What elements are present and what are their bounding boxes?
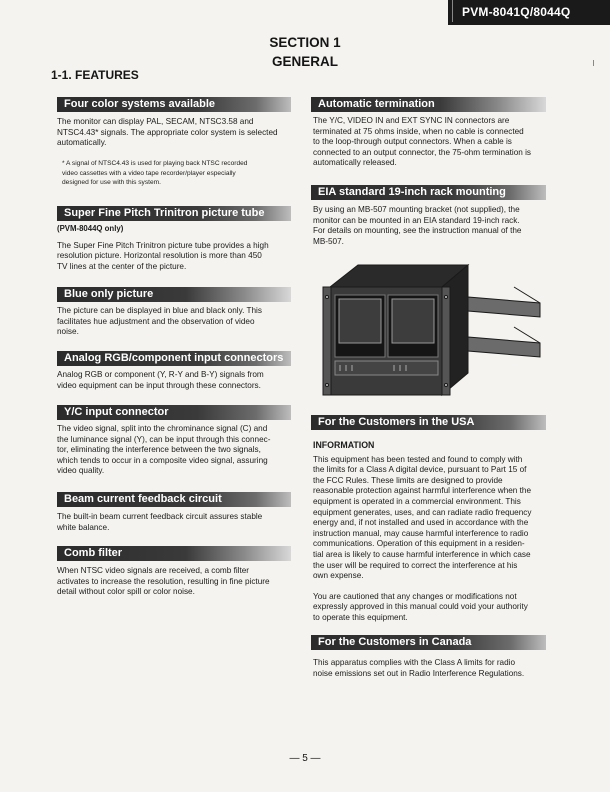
model-note: (PVM-8044Q only) <box>57 224 124 233</box>
text-line: to operate this equipment. <box>313 612 408 622</box>
text-line: For details on mounting, see the instruction manual of the <box>313 226 522 236</box>
text-line: TV lines at the center of the picture. <box>57 261 187 271</box>
text-line: noise emissions set out in Radio Interference Regulations. <box>313 668 525 678</box>
para-four-color-systems <box>57 117 297 149</box>
para-customers-canada <box>313 658 553 679</box>
text-line: equipment generates, uses, and can radiate radio frequency <box>313 507 532 517</box>
text-line: This apparatus complies with the Class A limits for radio <box>313 658 516 667</box>
text-line: The built-in beam current feedback circuit assures stable <box>57 512 263 521</box>
para-trinitron-tube <box>57 224 297 272</box>
model-number-tab: PVM-8041Q/8044Q <box>448 0 610 25</box>
text-line: automatically. <box>57 138 107 148</box>
heading-four-color-systems: Four color systems available <box>57 97 291 112</box>
text-line: to the loop-through output connectors. When a cable is <box>313 137 512 147</box>
text-line: the luminance signal (Y), can be input through this connec- <box>57 434 271 444</box>
text-line: noise. <box>57 327 79 337</box>
text-line: detail without color spill or color noise. <box>57 587 195 597</box>
text-line: This equipment has been tested and found to comply with <box>313 454 523 464</box>
text-line: Analog RGB or component (Y, R-Y and B-Y) signals from <box>57 370 264 379</box>
features-heading: 1-1. FEATURES <box>51 68 139 82</box>
text-line: video equipment can be input through these connectors. <box>57 380 261 390</box>
text-line: activates to increase the resolution, resulting in fine picture <box>57 576 270 586</box>
para-auto-termination <box>313 116 553 169</box>
text-line: video cassettes with a video tape recorder/player especially <box>62 169 236 177</box>
text-line: When NTSC video signals are received, a comb filter <box>57 566 250 575</box>
heading-beam-current: Beam current feedback circuit <box>57 492 291 507</box>
heading-yc-input: Y/C input connector <box>57 405 291 420</box>
heading-analog-rgb: Analog RGB/component input connectors <box>57 351 291 366</box>
text-line: automatically released. <box>313 158 397 168</box>
para-analog-rgb <box>57 370 297 391</box>
text-line: the user will be required to correct the interference at his <box>313 560 518 570</box>
section-title <box>0 33 610 71</box>
text-line: own expense. <box>313 571 364 581</box>
text-line: resolution picture. Horizontal resolution is more than 450 <box>57 251 262 261</box>
text-line: By using an MB-507 mounting bracket (not supplied), the <box>313 205 520 214</box>
para-yc-input <box>57 424 297 477</box>
para-customers-usa <box>313 440 553 624</box>
text-line: The monitor can display PAL, SECAM, NTSC3.58 and <box>57 117 254 126</box>
heading-trinitron-tube: Super Fine Pitch Trinitron picture tube <box>57 206 291 221</box>
text-line: designed for use with this system. <box>62 179 161 186</box>
text-line: video quality. <box>57 466 105 476</box>
text-line: NTSC4.43* signals. The appropriate color system is selected <box>57 127 278 137</box>
para-comb-filter <box>57 566 297 598</box>
heading-auto-termination: Automatic termination <box>311 97 546 112</box>
text-line: You are cautioned that any changes or modifications not <box>313 591 517 601</box>
text-line: expressly approved in this manual could void your authority <box>313 602 528 612</box>
text-line: which tends to occur in a composite video signal, assuring <box>57 455 268 465</box>
text-line: monitor can be mounted in an EIA standard 19-inch rack. <box>313 215 520 225</box>
information-heading: INFORMATION <box>313 440 375 450</box>
text-line: * A signal of NTSC4.43 is used for playing back NTSC recorded <box>62 160 248 167</box>
para-beam-current <box>57 512 297 533</box>
heading-rack-mounting: EIA standard 19-inch rack mounting <box>311 185 546 200</box>
text-line: The Y/C, VIDEO IN and EXT SYNC IN connectors are <box>313 116 510 125</box>
text-line: the FCC Rules. These limits are designed to provide <box>313 475 503 485</box>
heading-customers-canada: For the Customers in Canada <box>311 635 546 650</box>
text-line: MB-507. <box>313 236 344 246</box>
text-line: facilitates hue adjustment and the observation of video <box>57 316 255 326</box>
para-blue-only <box>57 306 297 338</box>
text-line: energy and, if not installed and used in accordance with the <box>313 518 529 528</box>
text-line: communications. Operation of this equipment in a residen- <box>313 539 525 549</box>
text-line: the limits for a Class A digital device, pursuant to Part 15 of <box>313 465 527 475</box>
text-line: white balance. <box>57 522 110 532</box>
text-line: reasonable protection against harmful interference when the <box>313 486 532 496</box>
section-number: SECTION 1 <box>269 35 341 50</box>
footnote-ntsc443 <box>57 159 297 188</box>
heading-customers-usa: For the Customers in the USA <box>311 415 546 430</box>
section-name: GENERAL <box>271 54 338 69</box>
heading-comb-filter: Comb filter <box>57 546 291 561</box>
para-rack-mounting <box>313 205 553 247</box>
text-line: instruction manual, may cause harmful interference to radio <box>313 528 529 538</box>
text-line: The Super Fine Pitch Trinitron picture tube provides a high <box>57 240 269 250</box>
text-line: equipment is operated in a commercial environment. This <box>313 496 521 506</box>
heading-blue-only: Blue only picture <box>57 287 291 302</box>
text-line: tial area is likely to cause harmful interference in which case <box>313 549 531 559</box>
text-line: terminated at 75 ohms inside, when no cable is connected <box>313 126 524 136</box>
text-line: The video signal, split into the chrominance signal (C) and <box>57 424 268 433</box>
text-line: connected to an output connector, the 75-ohm termination is <box>313 147 532 157</box>
text-line: The picture can be displayed in blue and black only. This <box>57 306 262 315</box>
rack-mount-illustration <box>318 257 550 407</box>
page-number: — 5 — <box>289 753 321 764</box>
text-line: tor, eliminating the interference between the two signals, <box>57 445 261 455</box>
